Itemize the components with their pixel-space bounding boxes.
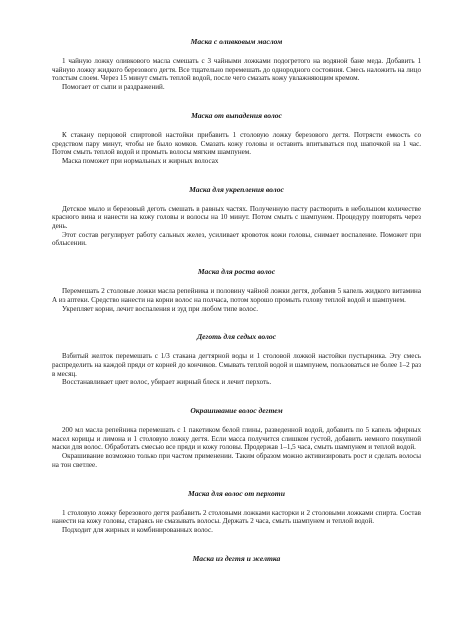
paragraph: Маска поможет при нормальных и жирных волосах — [62, 156, 219, 165]
paragraph: 200 мл масла репейника перемешать с 1 пакетиком белой глины, разведенной водой, добавить по 5 капель эфирных масел корицы и лимона и 1 столовую ложку дегтя. Если масса получится слишком густой, добавить немного покупной маски для волос. Обработать смесью все пряди и кожу головы. Продержав 1–1,5 часа, смыть шампунем и теплой водой. — [52, 426, 421, 452]
section-heading: Маска от выпадения волос — [191, 110, 282, 120]
section-heading: Маска из дегтя и желтка — [192, 553, 281, 563]
paragraph: Детское мыло и березовый деготь смешать в равных частях. Полученную пасту растворить в небольшом количестве красного вина и нанести на кожу головы и волосы на 10 минут. Потом смыть с шампунем. Процедуру повторять через день. — [52, 204, 421, 231]
section-heading: Маска для роста волос — [197, 267, 276, 277]
section-heading: Маска для волос от перхоти — [188, 488, 285, 498]
paragraph: Этот состав регулирует работу сальных желез, усиливает кровоток кожи головы, снимает воспаление. Поможет при облысении. — [52, 230, 421, 248]
paragraph: Взбитый желток перемешать с 1/3 стакана дегтярной воды и 1 столовой ложкой настойки пустырника. Эту смесь распределить на каждой пряди от корней до кончиков. Смывать теплой водой и шампунем, пользоваться не более 1–2 раз в месяц. — [52, 352, 421, 378]
section-dandruff-mask — [52, 483, 421, 535]
section-grey-hair — [52, 326, 421, 387]
paragraph: Перемешать 2 столовые ложки масла репейника и половину чайной ложки дегтя, добавив 5 капель жидкого витамина А из аптеки. Средство нанести на корни волос на полчаса, потом хорошо промыть голову теплой водой и шампунем. — [52, 287, 421, 304]
section-olive-oil-mask — [52, 37, 421, 92]
section-hair-coloring — [52, 400, 421, 470]
section-tar-yolk-mask — [52, 548, 421, 564]
paragraph: К стакану перцовой спиртовой настойки прибавить 1 столовую ложку березового дегтя. Потрясти емкость со средством пару минут, чтобы не было комков. Смазать кожу головы и оставить впитываться под шапочкой на 1 час. Потом смыть теплой водой и промыть волосы мягким шампунем. — [52, 130, 421, 157]
paragraph: Укрепляет корни, лечит воспаления и зуд при любом типе волос. — [62, 304, 259, 313]
paragraph: 1 столовую ложку березового дегтя разбавить 2 столовыми ложками касторки и 2 столовыми ложками спирта. Состав нанести на кожу головы, стараясь не смазывать волосы. Держать 2 часа, смыть шампунем и теплой водой. — [52, 508, 421, 526]
section-hair-loss-mask — [52, 105, 421, 166]
section-growth-mask — [52, 261, 421, 313]
paragraph: Окрашивание возможно только при частом применении. Таким образом можно активизировать рост и сделать волосы на тон светлее. — [52, 452, 421, 469]
paragraph: Помогает от сыпи и раздражений. — [62, 83, 165, 92]
paragraph: 1 чайную ложку оливкового масла смешать с 3 чайными ложками подогретого на водяной бане меда. Добавить 1 чайную ложку жидкого березового дегтя. Все тщательно перемешать до однородного состояния. Смесь наложить на лицо толстым слоем. Через 15 минут смыть теплой водой, после чего смазать кожу увлажняющим кремом. — [52, 57, 421, 83]
paragraph: Восстанавливает цвет волос, убирает жирный блеск и лечит перхоть. — [62, 378, 272, 387]
paragraph: Подходит для жирных и комбинированных волос. — [62, 525, 213, 534]
section-heading: Маска с оливковым маслом — [190, 37, 283, 46]
section-strengthening-mask — [52, 179, 421, 249]
section-heading: Окрашивание волос дегтем — [190, 406, 283, 416]
section-heading: Деготь для седых волос — [196, 332, 277, 342]
section-heading: Маска для укрепления волос — [189, 184, 284, 194]
